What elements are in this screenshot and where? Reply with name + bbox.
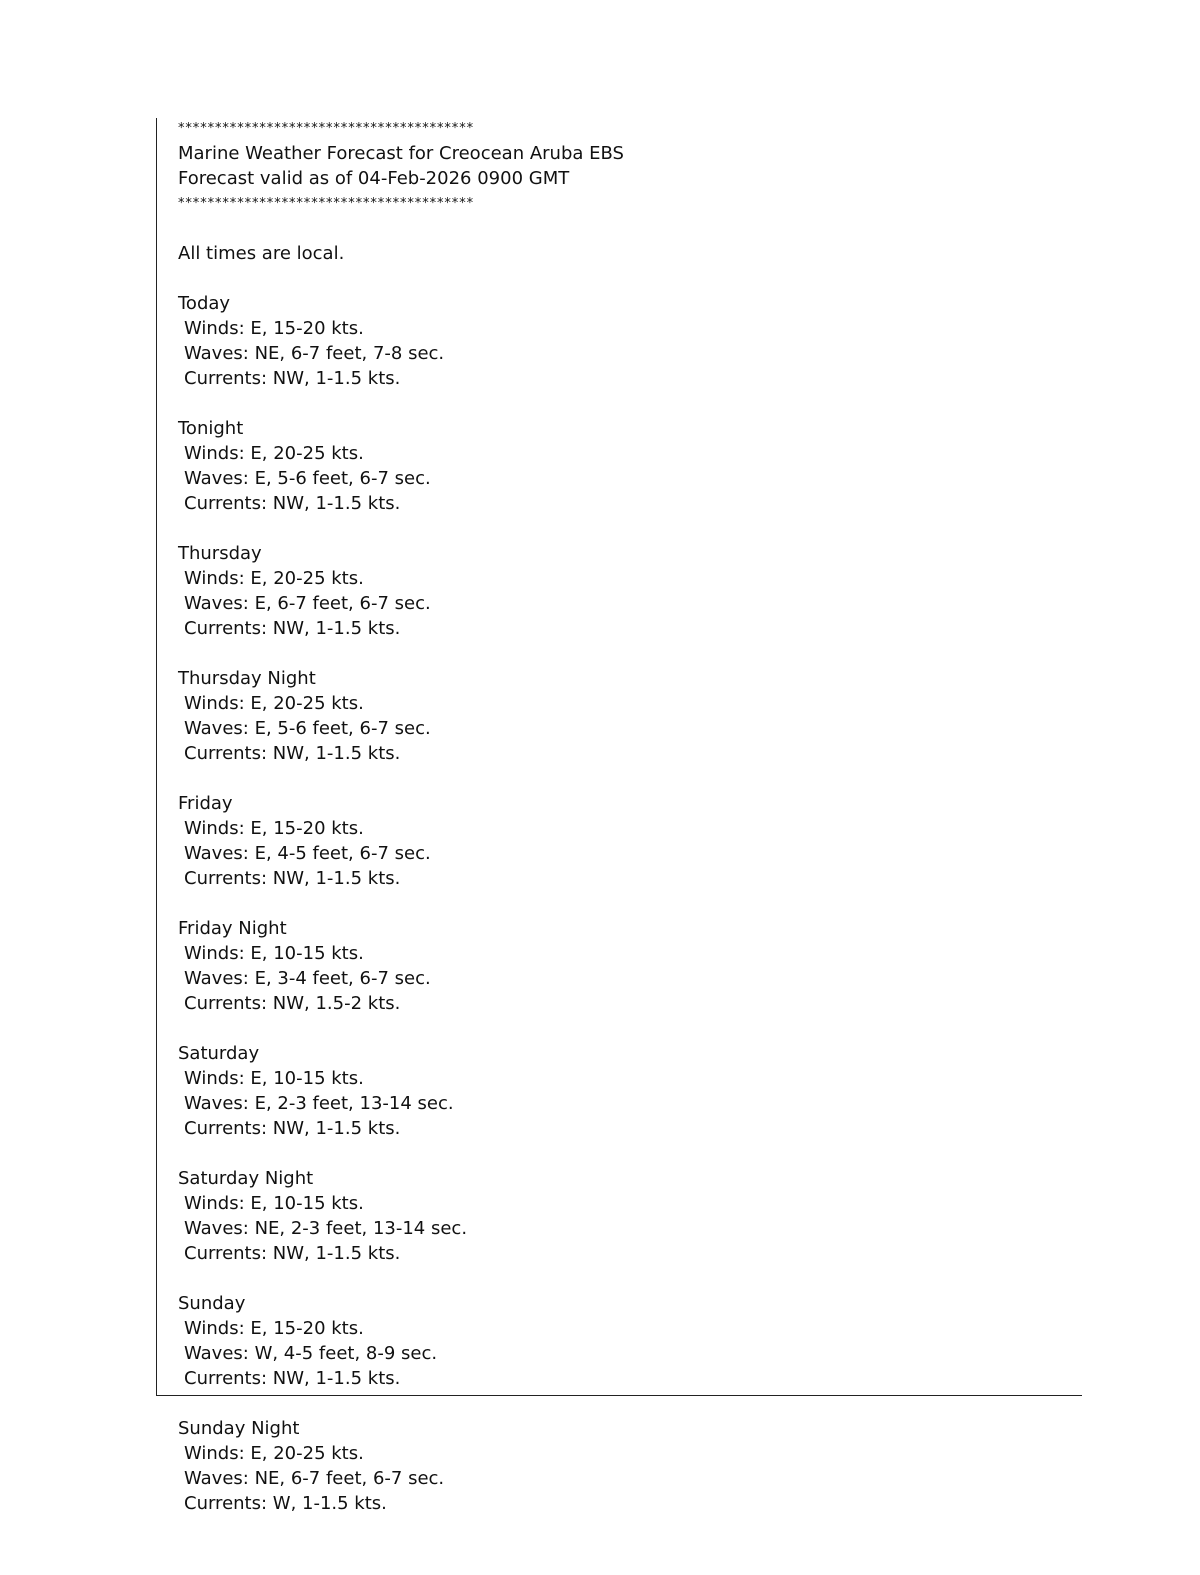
- period-saturday: [178, 1016, 624, 1141]
- period-winds: Winds: E, 15-20 kts.: [184, 318, 364, 339]
- period-winds: Winds: E, 20-25 kts.: [184, 1443, 364, 1464]
- period-currents: Currents: NW, 1-1.5 kts.: [184, 368, 401, 389]
- period-name: Friday: [178, 793, 233, 814]
- period-currents: Currents: NW, 1-1.5 kts.: [184, 618, 401, 639]
- period-currents: Currents: NW, 1-1.5 kts.: [184, 868, 401, 889]
- period-name: Sunday: [178, 1293, 246, 1314]
- period-name: Saturday: [178, 1043, 260, 1064]
- period-waves: Waves: NE, 2-3 feet, 13-14 sec.: [184, 1218, 468, 1239]
- period-winds: Winds: E, 10-15 kts.: [184, 1068, 364, 1089]
- period-sunday: [178, 1266, 624, 1391]
- period-currents: Currents: NW, 1-1.5 kts.: [184, 493, 401, 514]
- forecast-document: [178, 116, 624, 1516]
- period-currents: Currents: NW, 1-1.5 kts.: [184, 1243, 401, 1264]
- period-winds: Winds: E, 20-25 kts.: [184, 443, 364, 464]
- header-stars-top: ****************************************: [178, 121, 474, 136]
- period-waves: Waves: E, 6-7 feet, 6-7 sec.: [184, 593, 431, 614]
- forecast-valid-time: Forecast valid as of 04-Feb-2026 0900 GMT: [178, 168, 570, 189]
- period-friday: [178, 766, 624, 891]
- period-tonight: [178, 391, 624, 516]
- period-waves: Waves: E, 5-6 feet, 6-7 sec.: [184, 718, 431, 739]
- period-currents: Currents: NW, 1-1.5 kts.: [184, 743, 401, 764]
- period-today: [178, 266, 624, 391]
- forecast-title: Marine Weather Forecast for Creocean Aruba EBS: [178, 143, 624, 164]
- period-currents: Currents: NW, 1-1.5 kts.: [184, 1118, 401, 1139]
- period-sunday-night: [178, 1391, 624, 1516]
- period-name: Friday Night: [178, 918, 287, 939]
- period-currents: Currents: NW, 1-1.5 kts.: [184, 1368, 401, 1389]
- period-winds: Winds: E, 20-25 kts.: [184, 568, 364, 589]
- period-name: Tonight: [178, 418, 244, 439]
- header-stars-bottom: ****************************************: [178, 196, 474, 211]
- spacer: [178, 216, 624, 241]
- period-waves: Waves: NE, 6-7 feet, 7-8 sec.: [184, 343, 445, 364]
- period-waves: Waves: E, 3-4 feet, 6-7 sec.: [184, 968, 431, 989]
- period-waves: Waves: W, 4-5 feet, 8-9 sec.: [184, 1343, 438, 1364]
- period-name: Thursday: [178, 543, 262, 564]
- period-currents: Currents: NW, 1.5-2 kts.: [184, 993, 401, 1014]
- period-saturday-night: [178, 1141, 624, 1266]
- period-winds: Winds: E, 10-15 kts.: [184, 943, 364, 964]
- period-winds: Winds: E, 20-25 kts.: [184, 693, 364, 714]
- period-winds: Winds: E, 15-20 kts.: [184, 1318, 364, 1339]
- period-thursday-night: [178, 641, 624, 766]
- period-currents: Currents: W, 1-1.5 kts.: [184, 1493, 387, 1514]
- period-waves: Waves: NE, 6-7 feet, 6-7 sec.: [184, 1468, 445, 1489]
- period-name: Today: [178, 293, 231, 314]
- period-friday-night: [178, 891, 624, 1016]
- period-name: Saturday Night: [178, 1168, 314, 1189]
- period-waves: Waves: E, 5-6 feet, 6-7 sec.: [184, 468, 431, 489]
- period-thursday: [178, 516, 624, 641]
- period-winds: Winds: E, 15-20 kts.: [184, 818, 364, 839]
- period-waves: Waves: E, 2-3 feet, 13-14 sec.: [184, 1093, 454, 1114]
- period-winds: Winds: E, 10-15 kts.: [184, 1193, 364, 1214]
- period-waves: Waves: E, 4-5 feet, 6-7 sec.: [184, 843, 431, 864]
- period-name: Sunday Night: [178, 1418, 300, 1439]
- period-name: Thursday Night: [178, 668, 316, 689]
- times-note: All times are local.: [178, 243, 345, 264]
- left-border-line: [156, 118, 157, 1396]
